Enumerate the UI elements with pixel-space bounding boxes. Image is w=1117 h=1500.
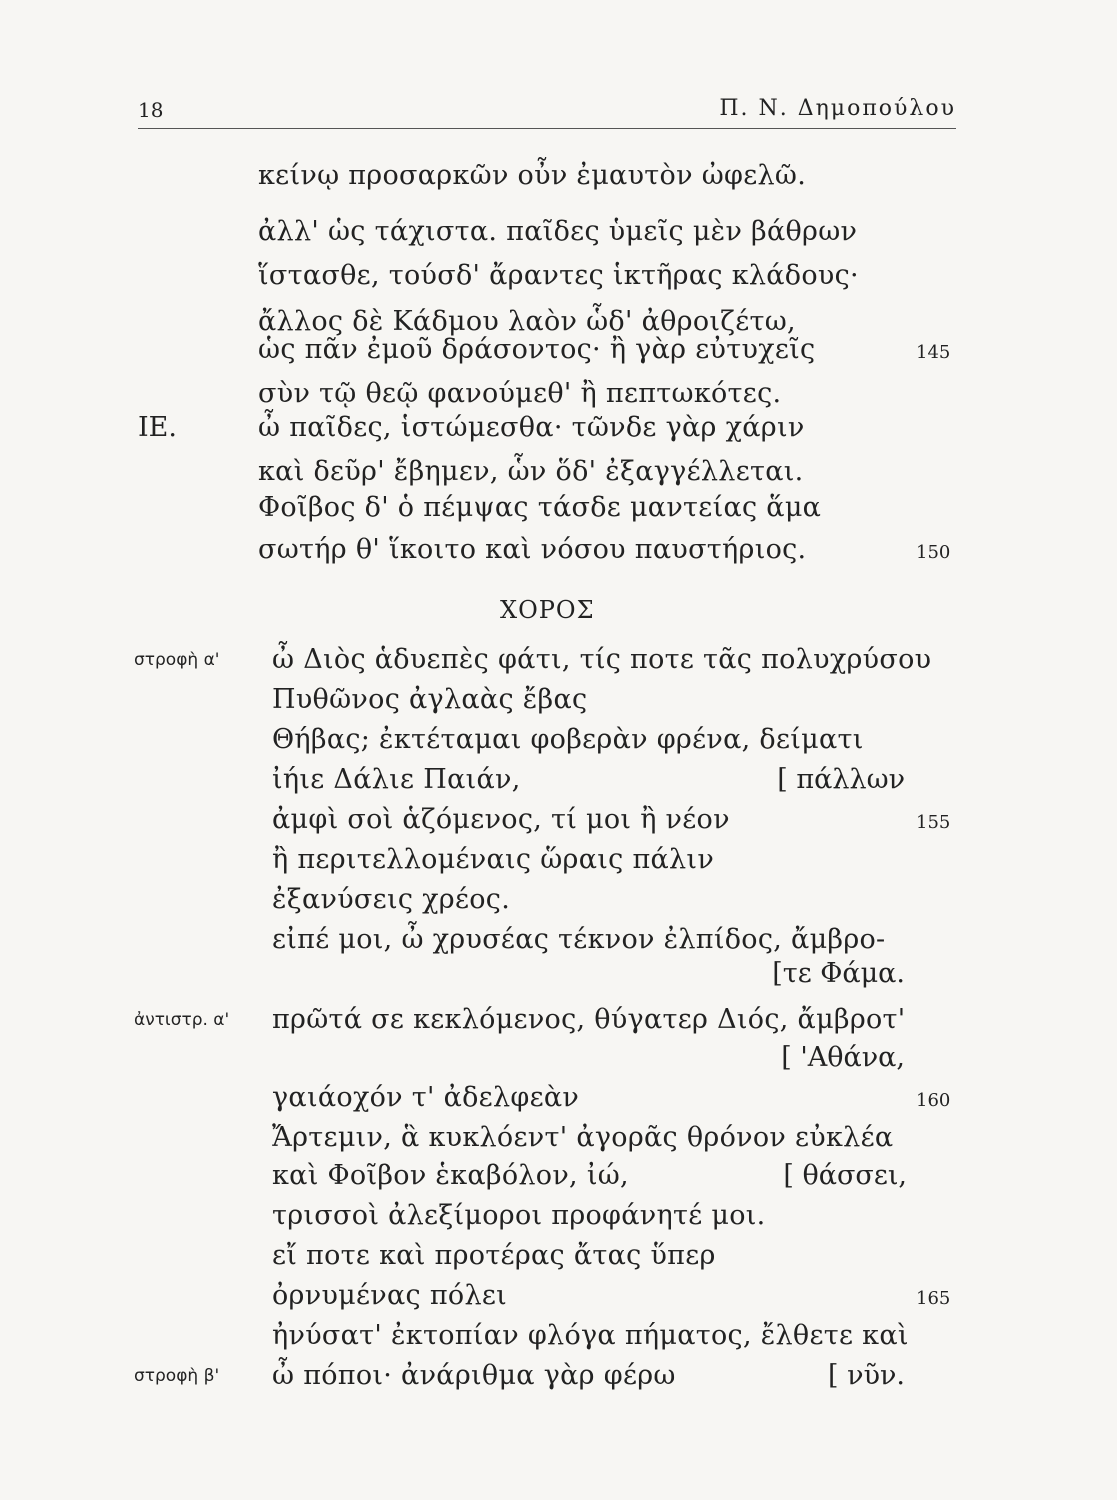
verse-text: γαιάοχόν τ' ἀδελφεὰν (272, 1082, 580, 1113)
line-number: 160 (916, 1090, 951, 1111)
page-header (138, 96, 956, 129)
overflow-fragment: [ θάσσει, (783, 1160, 907, 1191)
verse-text: καὶ δεῦρ' ἔβημεν, ὧν ὅδ' ἐξαγγέλλεται. (258, 456, 804, 487)
verse-text: καὶ Φοῖβον ἑκαβόλον, ἰώ, (272, 1160, 629, 1191)
verse-line (0, 412, 1117, 458)
verse-line (0, 160, 1117, 206)
verse-text: ἀλλ' ὡς τάχιστα. παῖδες ὑμεῖς μὲν βάθρων (258, 216, 858, 247)
verse-text: τρισσοὶ ἀλεξίμοροι προφάνητέ μοι. (272, 1200, 766, 1231)
verse-text: ἐξανύσεις χρέος. (272, 884, 511, 915)
chorus-heading: ΧΟΡΟΣ (500, 596, 595, 624)
verse-text: ὦ Διὸς ἁδυεπὲς φάτι, τίς ποτε τᾶς πολυχρύσου (272, 644, 932, 675)
verse-text: εἴ ποτε καὶ προτέρας ἄτας ὕπερ (272, 1240, 716, 1271)
verse-text: εἰπέ μοι, ὦ χρυσέας τέκνον ἐλπίδος, ἄμβρο- (272, 924, 886, 955)
line-number: 145 (916, 342, 951, 363)
verse-line (0, 1360, 1117, 1406)
verse-text: σὺν τῷ θεῷ φανούμεθ' ἢ πεπτωκότες. (258, 378, 782, 409)
verse-text: ὡς πᾶν ἐμοῦ δράσοντος· ἢ γὰρ εὐτυχεῖς (258, 334, 816, 365)
page-number: 18 (138, 98, 164, 122)
verse-text: Φοῖβος δ' ὁ πέμψας τάσδε μαντείας ἅμα (258, 492, 822, 523)
line-number: 155 (916, 812, 951, 833)
verse-text: ἄλλος δὲ Κάδμου λαὸν ὧδ' ἀθροιζέτω, (258, 306, 796, 337)
verse-text: ὦ παῖδες, ἱστώμεσθα· τῶνδε γὰρ χάριν (258, 412, 805, 443)
verse-text: ἢ περιτελλομέναις ὥραις πάλιν (272, 844, 715, 875)
verse-line (0, 334, 1117, 380)
strophe-label: στροφὴ β' (134, 1366, 220, 1386)
verse-text: Θήβας; ἐκτέταμαι φοβερὰν φρένα, δείματι (272, 724, 864, 755)
verse-text: Πυθῶνος ἀγλαὰς ἔβας (272, 684, 588, 715)
line-number: 150 (916, 542, 951, 563)
overflow-fragment: [ νῦν. (828, 1360, 905, 1391)
speaker-label: ΙΕ. (138, 412, 177, 443)
verse-line (0, 260, 1117, 306)
verse-line (0, 492, 1117, 538)
verse-text: σωτήρ θ' ἵκοιτο καὶ νόσου παυστήριος. (258, 534, 807, 565)
overflow-fragment: [ 'Αθάνα, (781, 1042, 905, 1073)
running-title: Π. Ν. Δημοπούλου (719, 96, 956, 121)
overflow-fragment: [τε Φάμα. (772, 958, 905, 989)
overflow-fragment: [ πάλλων (777, 764, 905, 795)
verse-line (0, 958, 1117, 1004)
antistrophe-label: ἀντιστρ. α' (134, 1010, 230, 1030)
verse-text: Ἄρτεμιν, ἃ κυκλόεντ' ἀγορᾶς θρόνον εὐκλέα (272, 1122, 894, 1153)
strophe-label: στροφὴ α' (134, 650, 220, 670)
verse-text: ἰήιε Δάλιε Παιάν, (272, 764, 521, 795)
verse-text: ἠνύσατ' ἐκτοπίαν φλόγα πήματος, ἔλθετε καὶ (272, 1320, 909, 1351)
verse-text: ἵστασθε, τούσδ' ἄραντες ἱκτῆρας κλάδους· (258, 260, 859, 291)
verse-text: κείνῳ προσαρκῶν οὖν ἐμαυτὸν ὠφελῶ. (258, 160, 807, 191)
section-heading-line (0, 596, 1117, 642)
verse-text: ὦ πόποι· ἀνάριθμα γὰρ φέρω (272, 1360, 676, 1391)
verse-line (0, 534, 1117, 580)
verse-line (0, 216, 1117, 262)
line-number: 165 (916, 1288, 951, 1309)
verse-text: ὀρνυμένας πόλει (272, 1280, 508, 1311)
verse-text: πρῶτά σε κεκλόμενος, θύγατερ Διός, ἄμβροτ' (272, 1004, 906, 1035)
verse-text: ἀμφὶ σοὶ ἁζόμενος, τί μοι ἢ νέον (272, 804, 730, 835)
